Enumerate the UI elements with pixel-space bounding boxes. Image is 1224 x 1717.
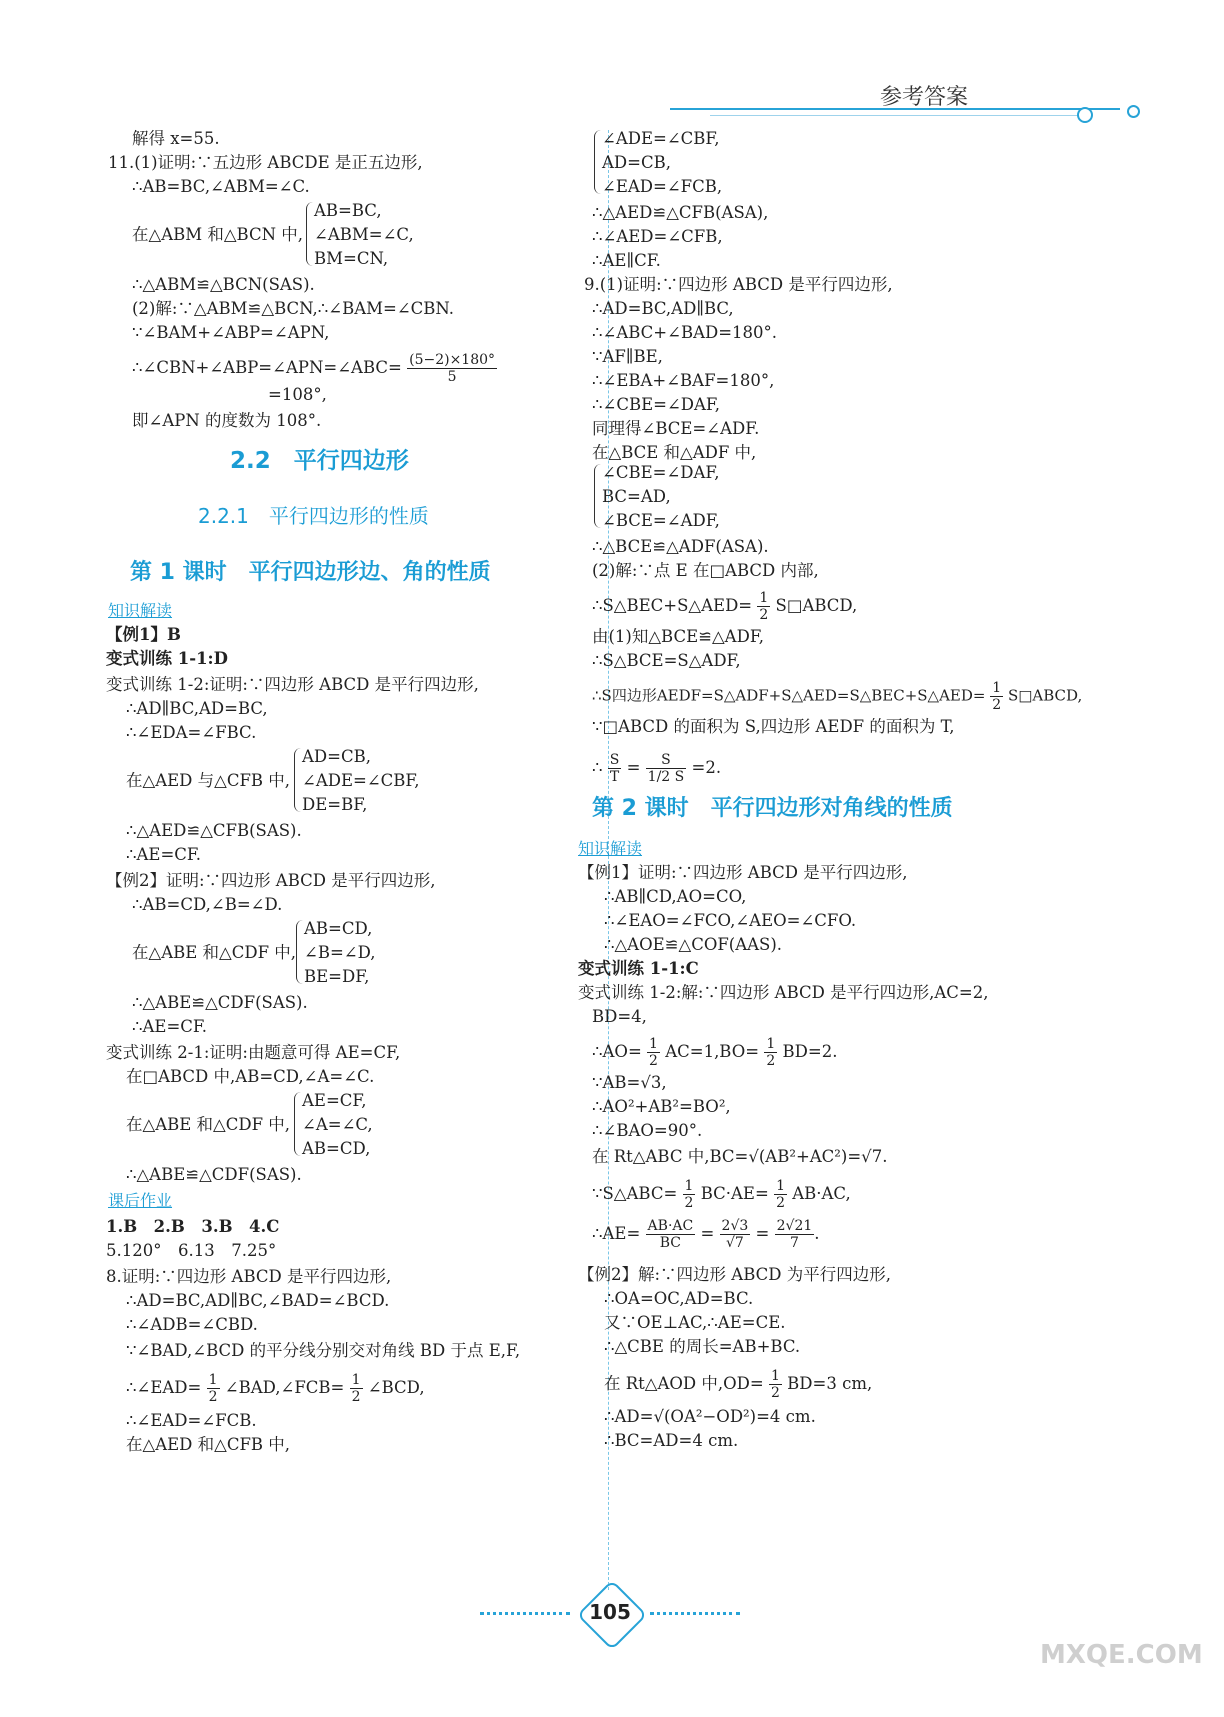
numerator: 1 xyxy=(770,1368,780,1384)
footer-dots-left xyxy=(480,1612,570,1615)
fraction xyxy=(608,752,622,785)
text-span: S□ABCD, xyxy=(775,596,858,615)
text-line: ∠A=∠C, xyxy=(302,1115,373,1134)
numerator: 1 xyxy=(759,590,769,606)
text-span: =2. xyxy=(691,758,722,777)
text-line: AB=CD, xyxy=(304,919,373,938)
numerator: 1 xyxy=(776,1178,785,1194)
text-line: ∴∠EAD=∠FCB. xyxy=(126,1411,257,1430)
text-line: 在△BCE 和△ADF 中, xyxy=(592,443,757,462)
text-span: ∠BCD, xyxy=(367,1378,425,1397)
text-span: AC=1,BO= xyxy=(665,1042,760,1061)
text-line xyxy=(592,590,857,623)
text-span: = xyxy=(700,1224,715,1243)
footer-dots-right xyxy=(650,1612,740,1615)
text-line: ∠ABM=∠C, xyxy=(314,225,414,244)
header-title: 参考答案 xyxy=(880,85,969,110)
brace-icon xyxy=(594,464,601,528)
text-line: 【例2】解:∵四边形 ABCD 为平行四边形, xyxy=(578,1265,891,1284)
text-line: ∴ $\frac{S}{T}$ = $\frac{S}{1/2 S}$ =2. xyxy=(592,752,722,785)
fraction xyxy=(769,1368,782,1401)
text-line: ∴AD∥BC,AD=BC, xyxy=(126,699,268,718)
fraction xyxy=(757,590,770,623)
numerator: 1 xyxy=(766,1036,776,1052)
text-span: ∴AE= xyxy=(592,1224,641,1243)
section-tag: 课后作业 xyxy=(108,1191,173,1210)
fraction xyxy=(350,1372,363,1405)
header-dot-small-icon xyxy=(1127,105,1140,118)
numerator: 2√21 xyxy=(776,1218,813,1234)
denominator: 2 xyxy=(649,1053,658,1069)
text-line: DE=BF, xyxy=(302,795,368,814)
subsection-title: 2.2.1 平行四边形的性质 xyxy=(198,504,429,528)
text-span: BD=2. xyxy=(782,1042,838,1061)
text-line: 【例2】证明:∵四边形 ABCD 是平行四边形, xyxy=(106,871,436,890)
text-span: ∴S△BEC+S△AED= xyxy=(592,596,753,615)
text-span: ∴AO= xyxy=(592,1042,642,1061)
text-line: AE=CF, xyxy=(302,1091,367,1110)
text-line: ∴∠ABC+∠BAD=180°. xyxy=(592,323,778,342)
text-line xyxy=(126,1372,425,1405)
denominator: 2 xyxy=(684,1195,694,1211)
text-line: ∴AE∥CF. xyxy=(592,251,661,270)
text-line: 在△AED 与△CFB 中, xyxy=(126,771,291,790)
numerator: 1 xyxy=(649,1036,658,1052)
text-span: ∴∠CBN+∠ABP=∠APN=∠ABC= xyxy=(132,358,402,377)
text-line: 在△ABE 和△CDF 中, xyxy=(132,943,297,962)
text-line: 即∠APN 的度数为 108°. xyxy=(132,411,322,430)
section-tag: 知识解读 xyxy=(578,839,643,858)
lesson-title: 第 2 课时 平行四边形对角线的性质 xyxy=(592,796,953,821)
denominator: 2 xyxy=(759,607,769,623)
numerator: 2√3 xyxy=(721,1218,749,1234)
text-line: 又∵OE⊥AC,∴AE=CE. xyxy=(604,1313,786,1332)
fraction xyxy=(764,1036,777,1069)
text-line: ∴∠EDA=∠FBC. xyxy=(126,723,257,742)
text-line: =108°, xyxy=(268,385,327,404)
text-line: BE=DF, xyxy=(304,967,370,986)
text-line: ∴△ABE≌△CDF(SAS). xyxy=(132,993,308,1012)
text-line: ∠EAD=∠FCB, xyxy=(602,177,723,196)
text-line: ∴∠ADB=∠CBD. xyxy=(126,1315,258,1334)
denominator: 2 xyxy=(770,1385,780,1401)
text-span: BD=3 cm, xyxy=(787,1374,873,1393)
text-line: 变式训练 1-2:解:∵四边形 ABCD 是平行四边形,AC=2, xyxy=(578,983,989,1002)
text-line: ∴AB=BC,∠ABM=∠C. xyxy=(132,177,310,196)
text-line: ∴△BCE≌△ADF(ASA). xyxy=(592,537,769,556)
denominator: T xyxy=(609,769,620,785)
fraction xyxy=(207,1372,220,1405)
text-line: ∴∠BAO=90°. xyxy=(592,1121,703,1140)
text-span: S□ABCD, xyxy=(1007,686,1083,705)
text-line: ∠ADE=∠CBF, xyxy=(302,771,420,790)
text-line xyxy=(592,1178,851,1211)
text-line: ∴∠AED=∠CFB, xyxy=(592,227,723,246)
text-line: BM=CN, xyxy=(314,249,389,268)
denominator: √7 xyxy=(726,1235,744,1251)
text-line: ∵∠BAM+∠ABP=∠APN, xyxy=(132,323,330,342)
text-line: 9.(1)证明:∵四边形 ABCD 是平行四边形, xyxy=(584,275,893,294)
text-span: 在 Rt△AOD 中,OD= xyxy=(604,1374,764,1393)
brace-icon xyxy=(294,1092,301,1156)
numerator: AB·AC xyxy=(647,1218,694,1234)
text-line: ∠BCE=∠ADF, xyxy=(602,511,720,530)
text-line: BD=4, xyxy=(592,1007,647,1026)
text-line: 11.(1)证明:∵五边形 ABCDE 是正五边形, xyxy=(108,153,423,172)
text-line: ∴△AED≌△CFB(SAS). xyxy=(126,821,302,840)
text-line: ∴BC=AD=4 cm. xyxy=(604,1431,739,1450)
text-line: ∴△AOE≌△COF(AAS). xyxy=(604,935,783,954)
text-line: ∴AD=BC,AD∥BC,∠BAD=∠BCD. xyxy=(126,1291,390,1310)
text-line: 变式训练 1-1:D xyxy=(106,649,228,668)
text-line: ∴OA=OC,AD=BC. xyxy=(604,1289,754,1308)
text-line: 在△AED 和△CFB 中, xyxy=(126,1435,291,1454)
text-line: ∵AF∥BE, xyxy=(592,347,663,366)
fraction xyxy=(775,1218,815,1251)
text-span: BC·AE= xyxy=(700,1184,769,1203)
text-line: ∠ADE=∠CBF, xyxy=(602,129,720,148)
fraction xyxy=(646,752,687,785)
text-line: AD=CB, xyxy=(602,153,671,172)
text-span: = xyxy=(755,1224,770,1243)
denominator: 7 xyxy=(789,1235,799,1251)
denominator: 5 xyxy=(447,369,457,385)
text-line xyxy=(592,1036,837,1069)
text-line: ∴AO²+AB²=BO², xyxy=(592,1097,731,1116)
text-line: ∴△AED≌△CFB(ASA), xyxy=(592,203,769,222)
brace-icon xyxy=(296,920,303,984)
fraction xyxy=(646,1218,696,1251)
text-line: 由(1)知△BCE≌△ADF, xyxy=(592,627,764,646)
text-line: ∴S△BCE=S△ADF, xyxy=(592,651,741,670)
text-line: 变式训练 1-1:C xyxy=(578,959,699,978)
fraction xyxy=(720,1218,751,1251)
denominator: BC xyxy=(659,1235,682,1251)
watermark: MXQE.COM xyxy=(1040,1640,1203,1670)
text-line: ∴△ABM≌△BCN(SAS). xyxy=(132,275,315,294)
text-line: ∴∠EBA+∠BAF=180°, xyxy=(592,371,775,390)
numerator: 1 xyxy=(992,680,1002,696)
text-line: 【例1】B xyxy=(106,625,181,644)
denominator: 2 xyxy=(351,1389,361,1405)
page-number: 105 xyxy=(589,1600,631,1624)
numerator: 1 xyxy=(208,1372,218,1388)
brace-icon xyxy=(294,748,301,812)
text-line: ∴△CBE 的周长=AB+BC. xyxy=(604,1337,801,1356)
text-line: ∵∠BAD,∠BCD 的平分线分别交对角线 BD 于点 E,F, xyxy=(126,1341,521,1360)
section-title: 2.2 平行四边形 xyxy=(230,448,409,474)
text-line: AB=CD, xyxy=(302,1139,371,1158)
text-line xyxy=(592,680,1082,713)
text-line: ∴∠CBE=∠DAF, xyxy=(592,395,721,414)
text-line: ∴∠EAO=∠FCO,∠AEO=∠CFO. xyxy=(604,911,857,930)
text-line: ∴AE=CF. xyxy=(132,1017,208,1036)
text-line: ∵AB=√3, xyxy=(592,1073,667,1092)
text-line: 5.120° 6.13 7.25° xyxy=(106,1241,277,1260)
text-line: ∠CBE=∠DAF, xyxy=(602,463,720,482)
numerator: S xyxy=(646,752,687,769)
text-line: ∵□ABCD 的面积为 S,四边形 AEDF 的面积为 T, xyxy=(592,717,955,736)
text-line xyxy=(132,352,497,385)
text-line: 【例1】证明:∵四边形 ABCD 是平行四边形, xyxy=(578,863,908,882)
denominator: 2 xyxy=(766,1053,776,1069)
text-span: ∴S四边形AEDF=S△ADF+S△AED=S△BEC+S△AED= xyxy=(592,686,986,705)
text-line: 8.证明:∵四边形 ABCD 是平行四边形, xyxy=(106,1267,392,1286)
text-line: (2)解:∵点 E 在□ABCD 内部, xyxy=(592,561,819,580)
header-dot-icon xyxy=(1077,107,1093,123)
numerator: 1 xyxy=(351,1372,361,1388)
numerator: (5−2)×180° xyxy=(409,352,496,368)
fraction xyxy=(990,680,1003,713)
text-line: (2)解:∵△ABM≌△BCN,∴∠BAM=∠CBN. xyxy=(132,299,455,318)
text-line xyxy=(604,1368,872,1401)
header-line xyxy=(670,108,1120,110)
fraction xyxy=(774,1178,787,1211)
numerator: 1 xyxy=(684,1178,694,1194)
text-line: 在 Rt△ABC 中,BC=√(AB²+AC²)=√7. xyxy=(592,1147,888,1166)
text-line: ∴AE=CF. xyxy=(126,845,202,864)
text-line: 变式训练 1-2:证明:∵四边形 ABCD 是平行四边形, xyxy=(106,675,479,694)
text-span: AB·AC, xyxy=(792,1184,851,1203)
denominator: 2 xyxy=(776,1195,785,1211)
text-line: ∠B=∠D, xyxy=(304,943,376,962)
section-tag: 知识解读 xyxy=(108,601,173,620)
text-line: 在□ABCD 中,AB=CD,∠A=∠C. xyxy=(126,1067,375,1086)
fraction xyxy=(647,1036,660,1069)
numerator: S xyxy=(609,752,620,768)
header-line-thin xyxy=(710,115,1090,116)
text-line: ∴AD=√(OA²−OD²)=4 cm. xyxy=(604,1407,816,1426)
text-line: AB=BC, xyxy=(314,201,382,220)
text-line: AD=CB, xyxy=(302,747,371,766)
text-line: 1.B 2.B 3.B 4.C xyxy=(106,1217,280,1236)
text-line: ∴AB=CD,∠B=∠D. xyxy=(132,895,283,914)
text-span: ∴∠EAD= xyxy=(126,1378,202,1397)
text-line: 同理得∠BCE=∠ADF. xyxy=(592,419,760,438)
brace-icon xyxy=(594,130,601,194)
text-line: 解得 x=55. xyxy=(132,129,220,148)
denominator: 2 xyxy=(992,697,1002,713)
fraction xyxy=(407,352,497,385)
denominator: 1/2 S xyxy=(647,769,685,785)
text-span: ∵S△ABC= xyxy=(592,1184,678,1203)
text-line: ∴AB∥CD,AO=CO, xyxy=(604,887,747,906)
text-line: ∴AE= $\frac{AB\cdot AC}{BC}$ = $\frac{2√3}{√7}$ = $\frac{2√21}{7}$ . xyxy=(592,1218,820,1251)
text-line: 在△ABE 和△CDF 中, xyxy=(126,1115,291,1134)
fraction xyxy=(683,1178,696,1211)
text-line: 在△ABM 和△BCN 中, xyxy=(132,225,304,244)
text-span: ∠BAD,∠FCB= xyxy=(224,1378,345,1397)
text-line: ∴△ABE≌△CDF(SAS). xyxy=(126,1165,302,1184)
lesson-title: 第 1 课时 平行四边形边、角的性质 xyxy=(130,560,491,585)
brace-icon xyxy=(306,202,313,266)
text-span: ∴ xyxy=(592,758,603,777)
text-line: ∴AD=BC,AD∥BC, xyxy=(592,299,734,318)
text-line: BC=AD, xyxy=(602,487,671,506)
denominator: 2 xyxy=(208,1389,218,1405)
text-line: 变式训练 2-1:证明:由题意可得 AE=CF, xyxy=(106,1043,401,1062)
